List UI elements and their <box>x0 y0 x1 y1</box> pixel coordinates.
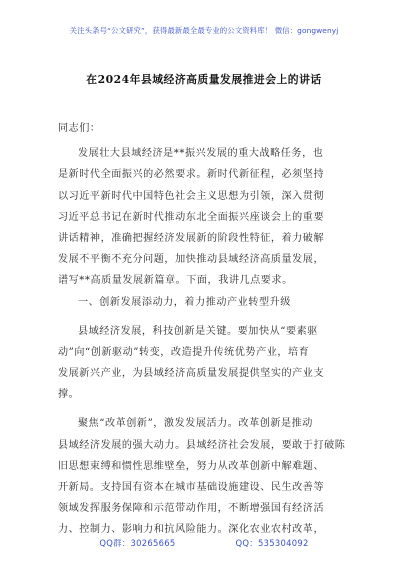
document-body <box>58 118 358 541</box>
paragraph-line: 力、控制力、影响力和抗风险能力。深化农业农村改革， <box>58 524 325 536</box>
paragraph-line: 谱写**高质量发展新篇章。下面，我讲几点要求。 <box>58 275 293 287</box>
paragraph-line: 习近平总书记在新时代推动东北全面振兴座谈会上的重要 <box>58 211 325 223</box>
paragraph-line: 发展不平衡不充分问题，加快推动县域经济高质量发展， <box>58 254 325 266</box>
paragraph-line: 旧思想束缚和惯性思维壁垒，努力从改革创新中解难题、 <box>58 460 325 472</box>
footer-contact <box>0 537 408 549</box>
paragraph-line: 县域经济发展，科技创新是关键。要加快从“要素驱 <box>78 325 318 337</box>
paragraph-line: 发展新兴产业，为县域经济高质量发展提供坚实的产业支 <box>58 368 325 380</box>
paragraph-line: 开新局。支持国有资本在城市基础设施建设、民生改善等 <box>58 482 325 493</box>
header-promo-text: 关注头条号“公文研究”，获得最新最全最专业的公文资料库！ 微信：gongwenyj <box>69 26 339 35</box>
paragraph-line: 县域经济发展的强大动力。县域经济社会发展，要敢于打破陈 <box>58 439 346 451</box>
paragraph-line: 是新时代全面振兴的必然要求。新时代新征程，必须坚持 <box>58 169 325 181</box>
paragraph-line: 发展壮大县域经济是**振兴发展的重大战略任务，也 <box>78 148 324 160</box>
paragraph-line: 撑。 <box>58 389 80 401</box>
qq-group-text: QQ群：30265665 <box>99 538 176 548</box>
section-heading-line: 一、创新发展添动力，着力推动产业转型升级 <box>78 296 291 308</box>
qq-number-text: QQ：535304092 <box>235 538 309 548</box>
paragraph-line: 领域发挥服务保障和示范带动作用，不断增强国有经济活 <box>58 503 325 515</box>
paragraph-line: 聚焦“改革创新”，激发发展活力。改革创新是推动 <box>78 418 313 430</box>
paragraph-line: 动”向“创新驱动”转变，改造提升传统优势产业，培育 <box>58 346 310 358</box>
salutation-line: 同志们： <box>58 123 101 134</box>
paragraph-line: 以习近平新时代中国特色社会主义思想为引领，深入贯彻 <box>58 190 325 202</box>
paragraph-line: 讲话精神，准确把握经济发展新的阶段性特征，着力破解 <box>58 232 325 244</box>
document-title: 在2024年县域经济高质量发展推进会上的讲话 <box>86 73 322 86</box>
